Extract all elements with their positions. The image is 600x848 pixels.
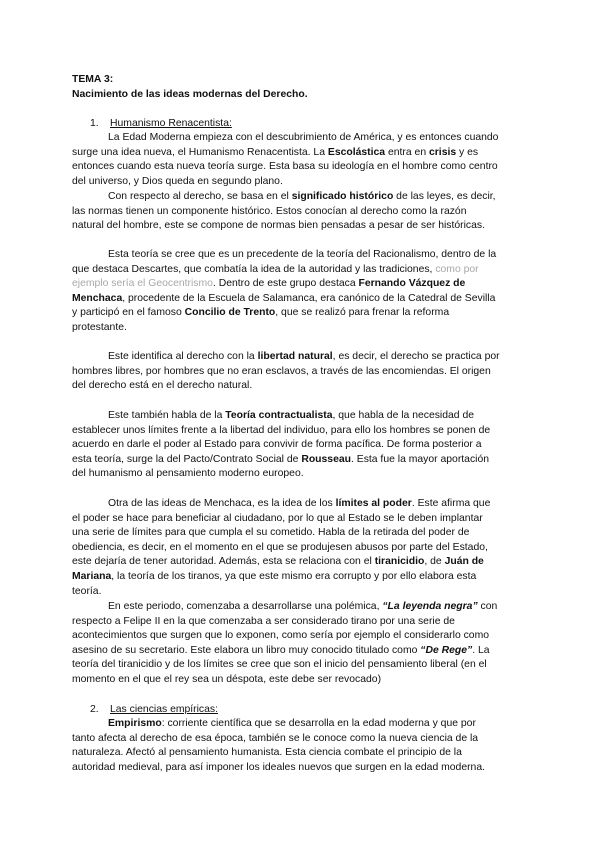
paragraph-derecho-historico	[72, 190, 534, 234]
text-run: , que se realizó para frenar la reforma	[275, 307, 450, 319]
bold-term: Juán de	[444, 556, 484, 568]
text-line: hombres libres, por hombres que no eran esclavos, a través de las encomiendas. El origen	[72, 365, 491, 377]
bold-term: libertad natural	[257, 351, 333, 362]
text-line	[72, 146, 534, 161]
text-run: En este periodo, comenzaba a desarrollarse una polémica,	[108, 601, 383, 612]
bold-term: crisis	[428, 146, 457, 158]
text-run: : corriente científica que se desarrolla en la edad moderna y que por	[161, 718, 476, 729]
text-line: una serie de límites para que cumpla el su cometido. Habla de la retirada del poder de	[72, 527, 470, 539]
text-line	[72, 409, 534, 424]
text-run: , procedente de la Escuela de Salamanca, era canónico de la Catedral de Sevilla	[122, 292, 496, 304]
bold-term: significado histórico	[291, 191, 394, 202]
paragraph-empirismo	[72, 717, 534, 775]
bold-term: Teoría contractualista	[225, 410, 333, 421]
gray-text-run: ejemplo sería el Geocentrismo	[72, 278, 213, 290]
bold-term: Escolástica	[327, 146, 386, 158]
text-line	[72, 717, 534, 732]
text-line: naturaleza. Afectó al pensamiento humanista. Esta ciencia combate el principio de la	[72, 747, 462, 759]
bold-italic-term: “La leyenda negra”	[382, 601, 478, 612]
text-line: autoridad medieval, para así imponer los ideales nuevos que surgen en la edad moderna.	[72, 761, 486, 773]
text-run: Con respecto al derecho, se basa en el	[108, 191, 292, 202]
text-run: y es	[456, 146, 479, 158]
text-line	[72, 277, 534, 292]
text-line: del universo, y Dios queda en segundo plano.	[72, 175, 283, 187]
bold-term: tiranicidio	[374, 556, 425, 568]
paragraph-racionalismo	[72, 248, 534, 336]
title-line-1: TEMA 3:	[72, 74, 114, 85]
bold-italic-term: “De Rege”	[420, 644, 473, 656]
text-line	[72, 570, 534, 585]
text-line	[72, 263, 534, 278]
text-line	[72, 350, 534, 365]
bold-term: Empirismo	[108, 718, 162, 729]
paragraph-leyenda-negra	[72, 600, 534, 688]
section-2-number: 2.	[90, 704, 99, 715]
text-line	[72, 497, 534, 512]
text-run: . Esta fue la mayor aportación	[350, 453, 490, 465]
text-line	[72, 555, 534, 570]
text-line: teoría del tiranicidio y de los límites se cree que son el inicio del pensamiento liberal (en el	[72, 659, 487, 671]
bold-term: límites al poder	[335, 498, 412, 509]
text-line	[72, 306, 534, 321]
text-run: con	[477, 601, 498, 612]
bold-term: Rousseau	[301, 453, 351, 465]
text-line	[72, 453, 534, 468]
text-run: surge una idea nueva, el Humanismo Renacentista. La	[72, 146, 328, 158]
text-line: La Edad Moderna empieza con el descubrimiento de América, y es entonces cuando	[108, 132, 499, 143]
paragraph-contractualista	[72, 409, 534, 482]
text-run: que destaca Descartes, que combatía la idea de la autoridad y las tradiciones,	[72, 263, 436, 275]
section-heading-1	[90, 117, 232, 132]
section-heading-2	[90, 703, 218, 718]
text-run: asesino de su secretario. Este elabora un libro muy conocido titulado como	[72, 644, 421, 656]
bold-term: Mariana	[72, 570, 112, 582]
text-run: de las leyes, es decir,	[393, 191, 496, 202]
gray-text-run: como por	[435, 263, 479, 275]
text-line: del humanismo al pensamiento moderno europeo.	[72, 468, 304, 480]
text-line: entonces cuando esta nueva teoría surge. Esta basa su ideología en el hombre como centro	[72, 161, 498, 173]
text-line	[72, 644, 534, 659]
text-run: . Este afirma que	[411, 498, 491, 509]
section-1-label: Humanismo Renacentista:	[110, 118, 232, 129]
text-line	[72, 600, 534, 615]
text-run: , la teoría de los tiranos, ya que este mismo era corrupto y por ello elabora esta	[111, 570, 477, 582]
text-run: entra en	[385, 146, 429, 158]
text-run: Este identifica al derecho con la	[108, 351, 258, 362]
text-run: Otra de las ideas de Menchaca, es la idea de los	[108, 498, 336, 509]
bold-term: Concilio de Trento	[184, 307, 276, 319]
text-run: , es decir, el derecho se practica por	[332, 351, 500, 362]
text-line: obediencia, es decir, en el momento en el que se produjesen abusos por parte del Estado,	[72, 541, 488, 553]
text-run: . Dentro de este grupo destaca	[212, 278, 359, 290]
paragraph-limites-poder	[72, 497, 534, 599]
bold-term: Fernando Vázquez de	[358, 278, 466, 290]
text-line: protestante.	[72, 321, 127, 333]
text-line: el poder se hace para beneficiar al ciudadano, por lo que al Estado se le deben implantar	[72, 512, 483, 524]
text-run: esta teoría, surge la del Pacto/Contrato Social de	[72, 453, 302, 465]
text-run: . La	[472, 644, 490, 656]
text-run: este dejaría de tener autoridad. Además, esta se relaciona con el	[72, 556, 375, 568]
text-line	[72, 190, 534, 205]
text-line: del derecho está en el derecho natural.	[72, 380, 253, 392]
text-line: acuerdo en darle el poder al Estado para convivir de forma pacífica. De forma posterior a	[72, 439, 482, 451]
text-line: tanto afecta al derecho de esa época, también se le conoce como la nueva ciencia de la	[72, 732, 479, 744]
text-line: respecto a Felipe II en la que comenzaba a ser considerado tirano por una serie de	[72, 615, 455, 627]
text-line: las normas tienen un componente histórico. Estos conocían al derecho como la razón	[72, 205, 467, 217]
text-line	[72, 292, 534, 307]
title-line-2: Nacimiento de las ideas modernas del Derecho.	[72, 88, 308, 100]
text-run: Este también habla de la	[108, 410, 226, 421]
text-line: natural del hombre, este se compone de normas bien pensadas a pesar de ser históricas.	[72, 220, 485, 232]
text-line: acontecimientos que surgen que lo exponen, como sería por ejemplo el considerarlo como	[72, 630, 490, 642]
text-line: Esta teoría se cree que es un precedente de la teoría del Racionalismo, dentro de la	[108, 249, 497, 260]
text-line: momento en el que el rey sea un déspota, este debe ser revocado)	[72, 673, 382, 685]
text-run: , de	[424, 556, 445, 568]
text-run: , que habla de la necesidad de	[332, 410, 475, 421]
section-2-label: Las ciencias empíricas:	[110, 704, 218, 715]
text-line: teoría.	[72, 585, 102, 597]
text-line: establecer unos límites frente a la libertad del individuo, para ello los hombres se ponen de	[72, 424, 491, 436]
text-run: y participó en el famoso	[72, 307, 185, 319]
document-title	[72, 73, 308, 102]
section-1-number: 1.	[90, 118, 99, 129]
paragraph-edad-moderna	[72, 131, 534, 189]
paragraph-libertad-natural	[72, 350, 534, 394]
bold-term: Menchaca	[72, 292, 123, 304]
